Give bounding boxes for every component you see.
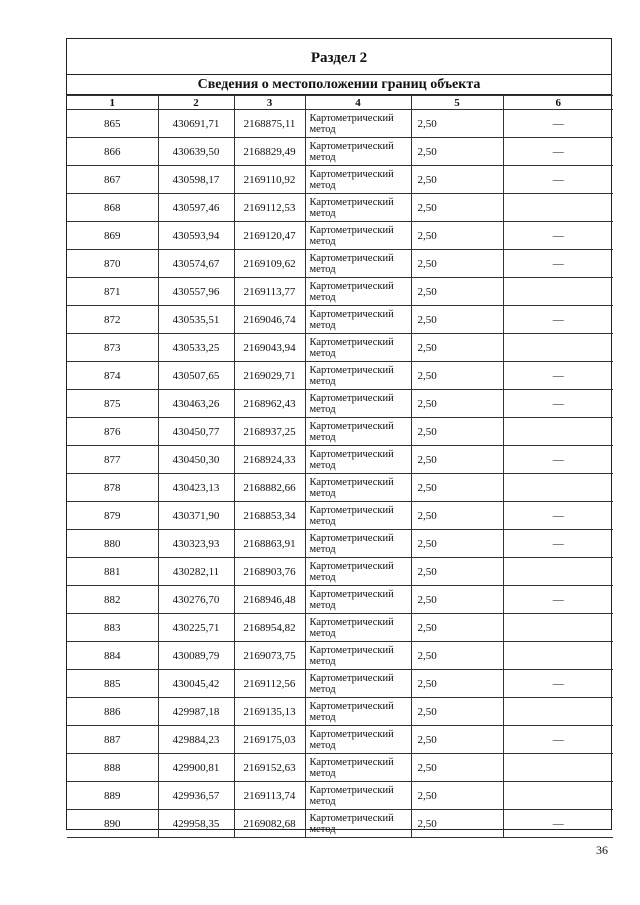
x-coordinate-cell: 430225,71 bbox=[158, 614, 234, 642]
point-number-cell: 887 bbox=[67, 726, 158, 754]
method-cell: Картометрический метод bbox=[305, 614, 411, 642]
point-number-cell: 888 bbox=[67, 754, 158, 782]
x-coordinate-cell: 430450,30 bbox=[158, 446, 234, 474]
table-row bbox=[67, 222, 613, 250]
note-cell: — bbox=[503, 222, 613, 250]
table-row bbox=[67, 110, 613, 138]
x-coordinate-cell: 430535,51 bbox=[158, 306, 234, 334]
y-coordinate-cell: 2169175,03 bbox=[234, 726, 305, 754]
precision-cell: 2,50 bbox=[411, 194, 503, 222]
x-coordinate-cell: 429884,23 bbox=[158, 726, 234, 754]
x-coordinate-cell: 430450,77 bbox=[158, 418, 234, 446]
column-header-2: 2 bbox=[158, 96, 234, 110]
table-row bbox=[67, 614, 613, 642]
x-coordinate-cell: 430371,90 bbox=[158, 502, 234, 530]
table-row bbox=[67, 166, 613, 194]
x-coordinate-cell: 430598,17 bbox=[158, 166, 234, 194]
note-cell: — bbox=[503, 502, 613, 530]
table-row bbox=[67, 754, 613, 782]
y-coordinate-cell: 2168882,66 bbox=[234, 474, 305, 502]
column-header-3: 3 bbox=[234, 96, 305, 110]
point-number-cell: 889 bbox=[67, 782, 158, 810]
x-coordinate-cell: 430282,11 bbox=[158, 558, 234, 586]
boundary-table bbox=[67, 95, 613, 838]
note-cell: — bbox=[503, 446, 613, 474]
method-cell: Картометрический метод bbox=[305, 222, 411, 250]
precision-cell: 2,50 bbox=[411, 614, 503, 642]
y-coordinate-cell: 2169046,74 bbox=[234, 306, 305, 334]
x-coordinate-cell: 430691,71 bbox=[158, 110, 234, 138]
method-cell: Картометрический метод bbox=[305, 586, 411, 614]
method-cell: Картометрический метод bbox=[305, 306, 411, 334]
table-row bbox=[67, 530, 613, 558]
table-row bbox=[67, 698, 613, 726]
method-cell: Картометрический метод bbox=[305, 446, 411, 474]
point-number-cell: 871 bbox=[67, 278, 158, 306]
note-cell: — bbox=[503, 390, 613, 418]
precision-cell: 2,50 bbox=[411, 306, 503, 334]
y-coordinate-cell: 2168962,43 bbox=[234, 390, 305, 418]
method-cell: Картометрический метод bbox=[305, 558, 411, 586]
precision-cell: 2,50 bbox=[411, 222, 503, 250]
x-coordinate-cell: 430639,50 bbox=[158, 138, 234, 166]
precision-cell: 2,50 bbox=[411, 278, 503, 306]
method-cell: Картометрический метод bbox=[305, 166, 411, 194]
point-number-cell: 885 bbox=[67, 670, 158, 698]
method-cell: Картометрический метод bbox=[305, 334, 411, 362]
point-number-cell: 890 bbox=[67, 810, 158, 838]
point-number-cell: 880 bbox=[67, 530, 158, 558]
point-number-cell: 881 bbox=[67, 558, 158, 586]
precision-cell: 2,50 bbox=[411, 670, 503, 698]
precision-cell: 2,50 bbox=[411, 250, 503, 278]
y-coordinate-cell: 2169110,92 bbox=[234, 166, 305, 194]
table-row bbox=[67, 390, 613, 418]
x-coordinate-cell: 430045,42 bbox=[158, 670, 234, 698]
point-number-cell: 882 bbox=[67, 586, 158, 614]
x-coordinate-cell: 429987,18 bbox=[158, 698, 234, 726]
x-coordinate-cell: 430557,96 bbox=[158, 278, 234, 306]
x-coordinate-cell: 430463,26 bbox=[158, 390, 234, 418]
note-cell: — bbox=[503, 530, 613, 558]
table-row bbox=[67, 278, 613, 306]
precision-cell: 2,50 bbox=[411, 334, 503, 362]
precision-cell: 2,50 bbox=[411, 810, 503, 838]
precision-cell: 2,50 bbox=[411, 726, 503, 754]
note-cell: — bbox=[503, 810, 613, 838]
method-cell: Картометрический метод bbox=[305, 642, 411, 670]
note-cell: — bbox=[503, 250, 613, 278]
table-row bbox=[67, 362, 613, 390]
note-cell: — bbox=[503, 138, 613, 166]
point-number-cell: 873 bbox=[67, 334, 158, 362]
note-cell bbox=[503, 278, 613, 306]
y-coordinate-cell: 2169109,62 bbox=[234, 250, 305, 278]
point-number-cell: 868 bbox=[67, 194, 158, 222]
precision-cell: 2,50 bbox=[411, 446, 503, 474]
y-coordinate-cell: 2168924,33 bbox=[234, 446, 305, 474]
note-cell bbox=[503, 194, 613, 222]
note-cell bbox=[503, 614, 613, 642]
note-cell bbox=[503, 782, 613, 810]
x-coordinate-cell: 430276,70 bbox=[158, 586, 234, 614]
y-coordinate-cell: 2169120,47 bbox=[234, 222, 305, 250]
note-cell bbox=[503, 754, 613, 782]
point-number-cell: 866 bbox=[67, 138, 158, 166]
x-coordinate-cell: 430533,25 bbox=[158, 334, 234, 362]
point-number-cell: 877 bbox=[67, 446, 158, 474]
method-cell: Картометрический метод bbox=[305, 810, 411, 838]
x-coordinate-cell: 430423,13 bbox=[158, 474, 234, 502]
table-row bbox=[67, 558, 613, 586]
y-coordinate-cell: 2169112,53 bbox=[234, 194, 305, 222]
point-number-cell: 886 bbox=[67, 698, 158, 726]
point-number-cell: 883 bbox=[67, 614, 158, 642]
table-row bbox=[67, 726, 613, 754]
table-row bbox=[67, 250, 613, 278]
note-cell bbox=[503, 334, 613, 362]
table-row bbox=[67, 334, 613, 362]
table-row bbox=[67, 418, 613, 446]
y-coordinate-cell: 2168903,76 bbox=[234, 558, 305, 586]
y-coordinate-cell: 2169113,77 bbox=[234, 278, 305, 306]
document-frame bbox=[66, 38, 612, 835]
method-cell: Картометрический метод bbox=[305, 250, 411, 278]
note-cell: — bbox=[503, 306, 613, 334]
note-cell: — bbox=[503, 362, 613, 390]
table-row bbox=[67, 446, 613, 474]
method-cell: Картометрический метод bbox=[305, 278, 411, 306]
method-cell: Картометрический метод bbox=[305, 530, 411, 558]
point-number-cell: 878 bbox=[67, 474, 158, 502]
x-coordinate-cell: 430089,79 bbox=[158, 642, 234, 670]
method-cell: Картометрический метод bbox=[305, 754, 411, 782]
point-number-cell: 884 bbox=[67, 642, 158, 670]
point-number-cell: 872 bbox=[67, 306, 158, 334]
column-header-4: 4 bbox=[305, 96, 411, 110]
point-number-cell: 865 bbox=[67, 110, 158, 138]
column-header-5: 5 bbox=[411, 96, 503, 110]
point-number-cell: 870 bbox=[67, 250, 158, 278]
method-cell: Картометрический метод bbox=[305, 670, 411, 698]
precision-cell: 2,50 bbox=[411, 362, 503, 390]
point-number-cell: 876 bbox=[67, 418, 158, 446]
precision-cell: 2,50 bbox=[411, 530, 503, 558]
note-cell: — bbox=[503, 726, 613, 754]
precision-cell: 2,50 bbox=[411, 418, 503, 446]
note-cell bbox=[503, 418, 613, 446]
point-number-cell: 879 bbox=[67, 502, 158, 530]
y-coordinate-cell: 2168875,11 bbox=[234, 110, 305, 138]
note-cell: — bbox=[503, 670, 613, 698]
x-coordinate-cell: 430593,94 bbox=[158, 222, 234, 250]
y-coordinate-cell: 2168863,91 bbox=[234, 530, 305, 558]
y-coordinate-cell: 2168829,49 bbox=[234, 138, 305, 166]
note-cell bbox=[503, 558, 613, 586]
table-row bbox=[67, 306, 613, 334]
method-cell: Картометрический метод bbox=[305, 782, 411, 810]
precision-cell: 2,50 bbox=[411, 474, 503, 502]
precision-cell: 2,50 bbox=[411, 754, 503, 782]
y-coordinate-cell: 2169073,75 bbox=[234, 642, 305, 670]
table-row bbox=[67, 810, 613, 838]
point-number-cell: 869 bbox=[67, 222, 158, 250]
y-coordinate-cell: 2169152,63 bbox=[234, 754, 305, 782]
y-coordinate-cell: 2169082,68 bbox=[234, 810, 305, 838]
y-coordinate-cell: 2169029,71 bbox=[234, 362, 305, 390]
method-cell: Картометрический метод bbox=[305, 110, 411, 138]
section-title: Раздел 2 bbox=[67, 39, 611, 75]
table-row bbox=[67, 194, 613, 222]
x-coordinate-cell: 430574,67 bbox=[158, 250, 234, 278]
table-row bbox=[67, 138, 613, 166]
method-cell: Картометрический метод bbox=[305, 726, 411, 754]
note-cell bbox=[503, 474, 613, 502]
y-coordinate-cell: 2169113,74 bbox=[234, 782, 305, 810]
y-coordinate-cell: 2169112,56 bbox=[234, 670, 305, 698]
y-coordinate-cell: 2168853,34 bbox=[234, 502, 305, 530]
column-header-1: 1 bbox=[67, 96, 158, 110]
method-cell: Картометрический метод bbox=[305, 362, 411, 390]
precision-cell: 2,50 bbox=[411, 390, 503, 418]
page-number: 36 bbox=[596, 843, 608, 857]
y-coordinate-cell: 2169043,94 bbox=[234, 334, 305, 362]
x-coordinate-cell: 429936,57 bbox=[158, 782, 234, 810]
note-cell: — bbox=[503, 586, 613, 614]
y-coordinate-cell: 2168946,48 bbox=[234, 586, 305, 614]
table-title: Сведения о местоположении границ объекта bbox=[67, 75, 611, 95]
precision-cell: 2,50 bbox=[411, 586, 503, 614]
precision-cell: 2,50 bbox=[411, 558, 503, 586]
x-coordinate-cell: 429958,35 bbox=[158, 810, 234, 838]
precision-cell: 2,50 bbox=[411, 782, 503, 810]
table-header-row bbox=[67, 96, 613, 110]
x-coordinate-cell: 430597,46 bbox=[158, 194, 234, 222]
note-cell: — bbox=[503, 166, 613, 194]
precision-cell: 2,50 bbox=[411, 166, 503, 194]
table-row bbox=[67, 670, 613, 698]
y-coordinate-cell: 2168954,82 bbox=[234, 614, 305, 642]
note-cell bbox=[503, 642, 613, 670]
point-number-cell: 875 bbox=[67, 390, 158, 418]
precision-cell: 2,50 bbox=[411, 138, 503, 166]
table-row bbox=[67, 474, 613, 502]
column-header-6: 6 bbox=[503, 96, 613, 110]
table-row bbox=[67, 642, 613, 670]
x-coordinate-cell: 429900,81 bbox=[158, 754, 234, 782]
note-cell bbox=[503, 698, 613, 726]
x-coordinate-cell: 430323,93 bbox=[158, 530, 234, 558]
method-cell: Картометрический метод bbox=[305, 474, 411, 502]
method-cell: Картометрический метод bbox=[305, 138, 411, 166]
method-cell: Картометрический метод bbox=[305, 418, 411, 446]
method-cell: Картометрический метод bbox=[305, 698, 411, 726]
method-cell: Картометрический метод bbox=[305, 390, 411, 418]
precision-cell: 2,50 bbox=[411, 502, 503, 530]
method-cell: Картометрический метод bbox=[305, 502, 411, 530]
method-cell: Картометрический метод bbox=[305, 194, 411, 222]
precision-cell: 2,50 bbox=[411, 698, 503, 726]
table-row bbox=[67, 586, 613, 614]
x-coordinate-cell: 430507,65 bbox=[158, 362, 234, 390]
y-coordinate-cell: 2169135,13 bbox=[234, 698, 305, 726]
table-body bbox=[67, 110, 613, 838]
table-row bbox=[67, 502, 613, 530]
table-row bbox=[67, 782, 613, 810]
y-coordinate-cell: 2168937,25 bbox=[234, 418, 305, 446]
precision-cell: 2,50 bbox=[411, 642, 503, 670]
precision-cell: 2,50 bbox=[411, 110, 503, 138]
point-number-cell: 867 bbox=[67, 166, 158, 194]
note-cell: — bbox=[503, 110, 613, 138]
point-number-cell: 874 bbox=[67, 362, 158, 390]
